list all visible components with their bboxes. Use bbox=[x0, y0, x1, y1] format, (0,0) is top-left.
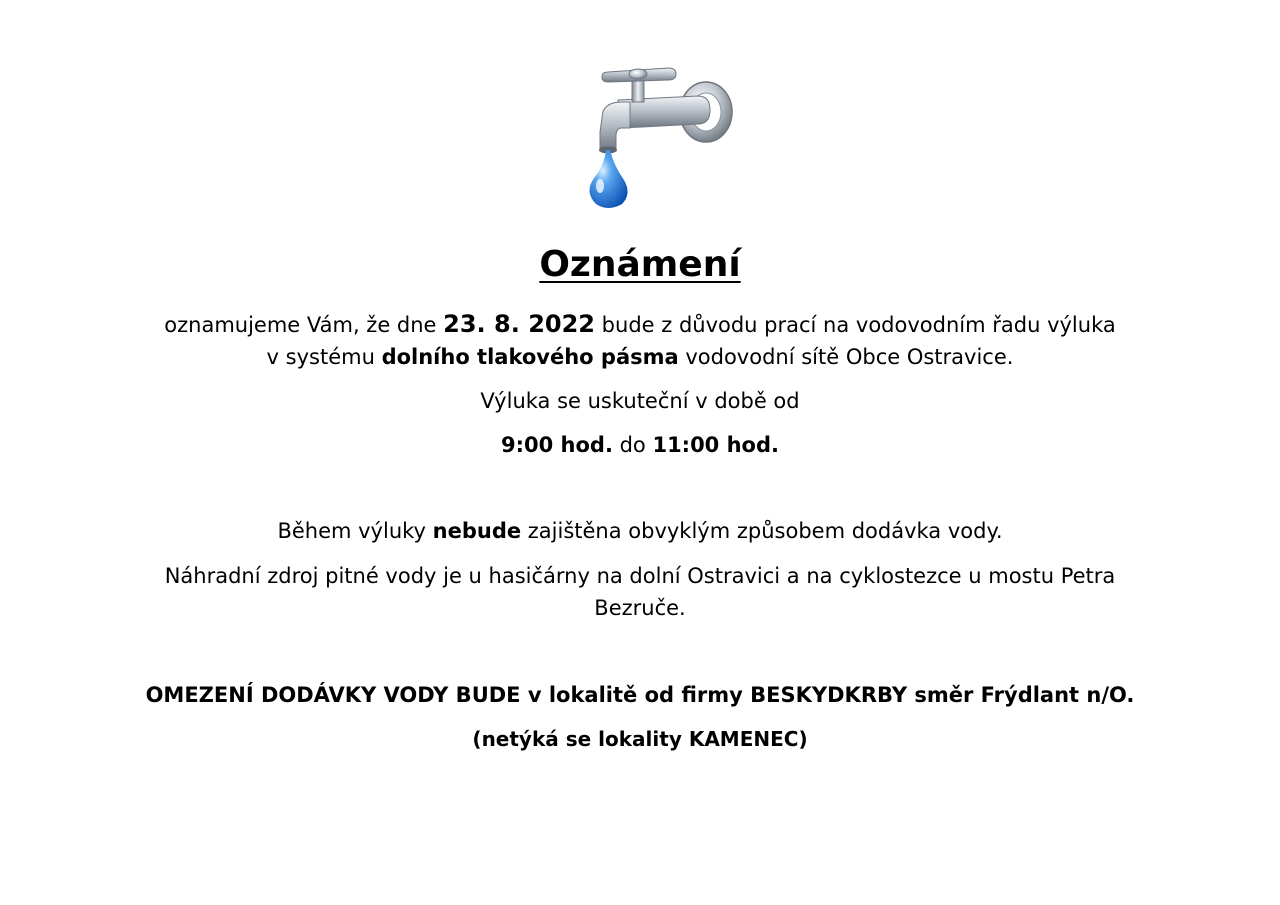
notice-line-announcement bbox=[0, 310, 1280, 339]
zone-text-start: v systému bbox=[266, 345, 382, 369]
zone-text-end: vodovodní sítě Obce Ostravice. bbox=[678, 345, 1014, 369]
pressure-zone: dolního tlakového pásma bbox=[381, 345, 679, 369]
notice-line-restriction: OMEZENÍ DODÁVKY VODY BUDE v lokalitě od firmy BESKYDKRBY směr Frýdlant n/O. bbox=[145, 683, 1135, 707]
time-separator: do bbox=[612, 433, 653, 457]
announcement-text-end: bude z důvodu prací na vodovodním řadu výluka bbox=[595, 313, 1116, 337]
notice-line-time-range bbox=[0, 431, 1280, 459]
supply-text-end: zajištěna obvyklým způsobem dodávka vody. bbox=[521, 519, 1003, 543]
supply-negation: nebude bbox=[432, 519, 522, 543]
notice-line-exception: (netýká se lokality KAMENEC) bbox=[472, 727, 808, 751]
outage-date: 23. 8. 2022 bbox=[443, 310, 595, 338]
notice-line-time-intro: Výluka se uskuteční v době od bbox=[480, 389, 800, 413]
notice-line-supply bbox=[0, 517, 1280, 545]
time-to: 11:00 hod. bbox=[652, 433, 779, 457]
notice-line-zone bbox=[0, 343, 1280, 371]
supply-text-start: Během výluky bbox=[277, 519, 433, 543]
time-from: 9:00 hod. bbox=[500, 433, 613, 457]
announcement-text-start: oznamujeme Vám, že dne bbox=[164, 313, 444, 337]
notice-title: Oznámení bbox=[539, 244, 741, 285]
water-faucet-icon bbox=[578, 62, 738, 212]
notice-line-alternative-source-cont: Bezruče. bbox=[594, 596, 686, 620]
notice-line-alternative-source: Náhradní zdroj pitné vody je u hasičárny na dolní Ostravici a na cyklostezce u mostu Petra bbox=[164, 564, 1116, 588]
